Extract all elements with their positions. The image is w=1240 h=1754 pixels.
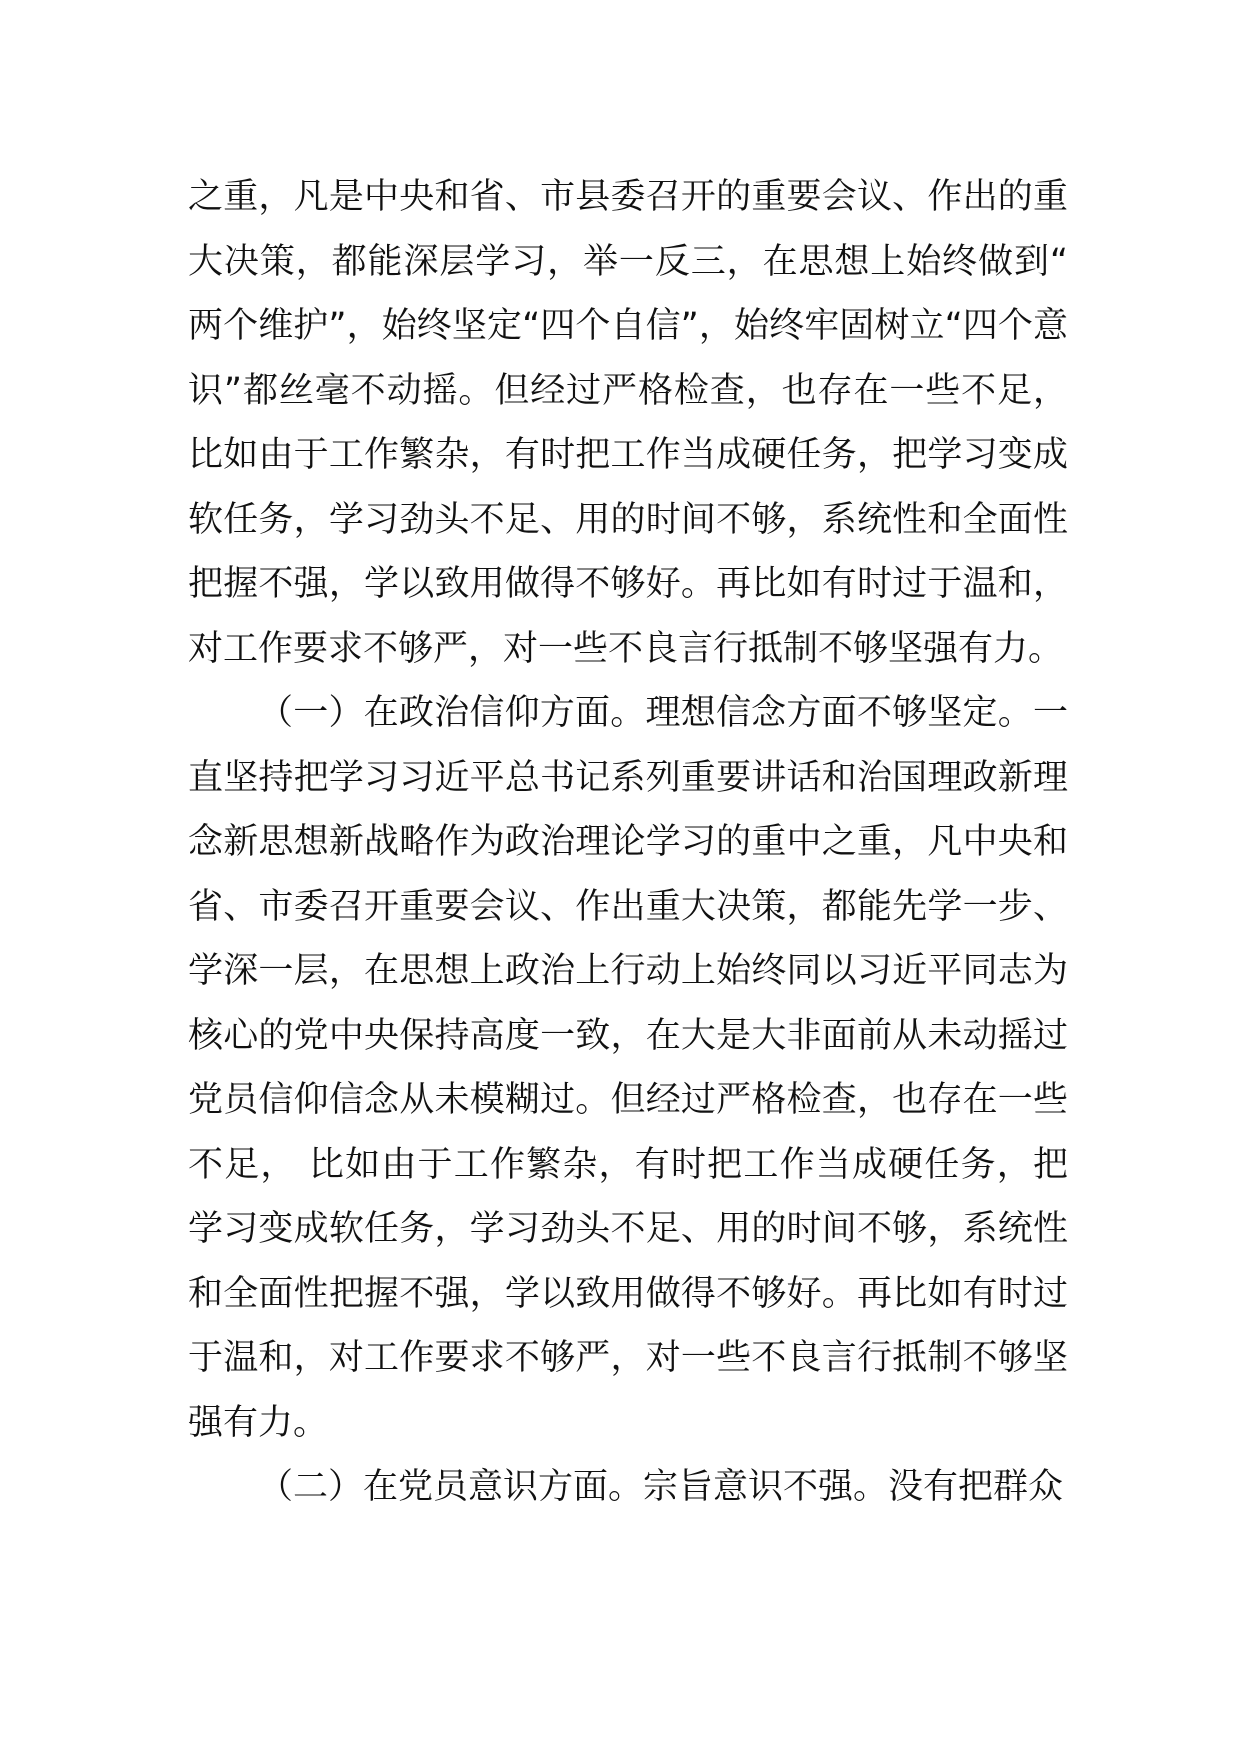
paragraph-section-two: （二）在党员意识方面。宗旨意识不强。没有把群众: [258, 1467, 1064, 1507]
paragraph-continuation: 之重，凡是中央和省、市县委召开的重要会议、作出的重大决策，都能深层学习，举一反三，在思想上始终做到“两个维护”，始终坚定“四个自信”，始终牢固树立“四个意识”都丝毫不动摇。但经过严格检查，也存在一些不足， 比如由于工作繁杂，有时把工作当成硬任务，把学习变成软任务，学习劲头不足、用的时间不够，系统性和全面性把握不强，学以致用做得不够好。再比如有时过于温和，对工作要求不够严，对一些不良言行抵制不够坚强有力。: [188, 177, 1068, 669]
paragraph-section-one: （一）在政治信仰方面。理想信念方面不够坚定。一直坚持把学习习近平总书记系列重要讲话和治国理政新理念新思想新战略作为政治理论学习的重中之重，凡中央和省、市委召开重要会议、作出重大决策，都能先学一步、学深一层，在思想上政治上行动上始终同以习近平同志为核心的党中央保持高度一致，在大是大非面前从未动摇过党员信仰信念从未模糊过。但经过严格检查，也存在一些不足， 比如由于工作繁杂，有时把工作当成硬任务，把学习变成软任务，学习劲头不足、用的时间不够，系统性和全面性把握不强，学以致用做得不够好。再比如有时过于温和，对工作要求不够严，对一些不良言行抵制不够坚强有力。: [188, 693, 1068, 1443]
document-body: [188, 165, 1068, 1520]
